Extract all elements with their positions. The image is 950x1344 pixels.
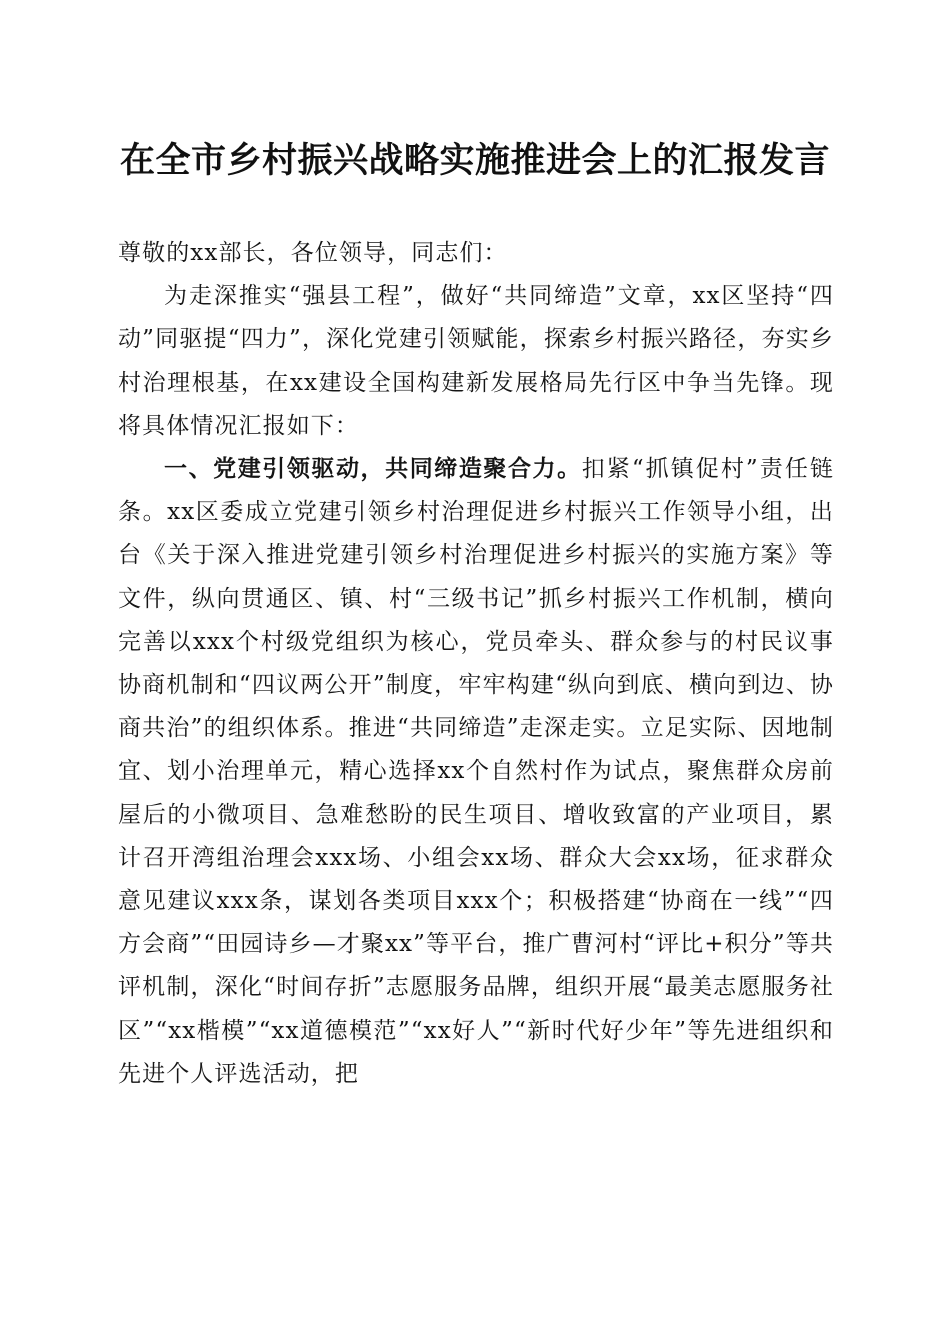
section-1-text: 扣紧“抓镇促村”责任链条。xx区委成立党建引领乡村治理促进乡村振兴工作领导小组，出台《关于深入推进党建引领乡村治理促进乡村振兴的实施方案》等文件，纵向贯通区、镇、村“三级书记”抓乡村振兴工作机制，横向完善以xxx个村级党组织为核心，党员牵头、群众参与的村民议事协商机制和“四议两公开”制度，牢牢构建“纵向到底、横向到边、协商共治”的组织体系。推进“共同缔造”走深走实。立足实际、因地制宜、划小治理单元，精心选择xx个自然村作为试点，聚焦群众房前屋后的小微项目、急难愁盼的民生项目、增收致富的产业项目，累计召开湾组治理会xxx场、小组会xx场、群众大会xx场，征求群众意见建议xxx条，谋划各类项目xxx个；积极搭建“协商在一线”“四方会商”“田园诗乡—才聚xx”等平台，推广曹河村“评比+积分”等共评机制，深化“时间存折”志愿服务品牌，组织开展“最美志愿服务社区”“xx楷模”“xx道德模范”“xx好人”“新时代好少年”等先进组织和先进个人评选活动，把 [118,456,834,1087]
salutation: 尊敬的xx部长，各位领导，同志们： [118,240,508,266]
section-1-paragraph [118,448,834,1096]
intro-paragraph: 为走深推实“强县工程”，做好“共同缔造”文章，xx区坚持“四动”同驱提“四力”，深化党建引领赋能，探索乡村振兴路径，夯实乡村治理根基，在xx建设全国构建新发展格局先行区中争当先锋。现将具体情况汇报如下： [118,283,834,439]
document-title: 在全市乡村振兴战略实施推进会上的汇报发言 [119,141,830,181]
section-1-heading: 一、党建引领驱动，共同缔造聚合力。 [164,456,582,483]
document-body [118,232,834,1096]
